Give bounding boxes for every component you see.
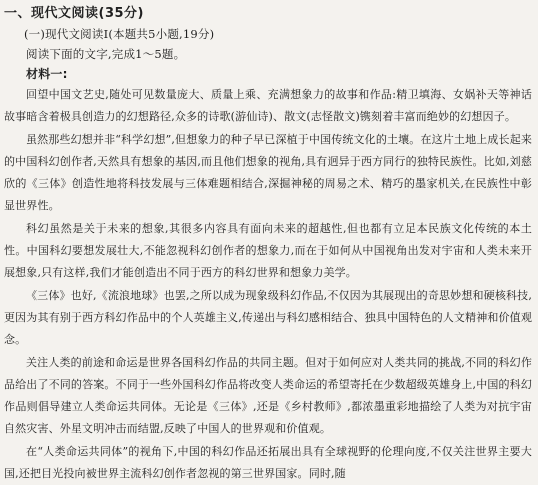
subsection-title: (一)现代文阅读Ⅰ(本题共5小题,19分) [24,27,215,41]
reading-passage [4,84,532,485]
passage-paragraph-2: 虽然那些幻想并非“科学幻想”,但想象力的种子早已深植于中国传统文化的土壤。在这片土地上成长起来的中国科幻创作者,天然具有想象的基因,而且他们想象的视角,具有迥异于西方同行的独特民族性。比如,刘慈欣的《三体》创造性地将科技发展与三体难题相结合,深掘神秘的周易之术、精巧的墨家机关,在民族性中彰显世界性。 [4,132,532,213]
material-label: 材料一: [26,67,68,81]
passage-paragraph-5: 关注人类的前途和命运是世界各国科幻作品的共同主题。但对于如何应对人类共同的挑战,不同的科幻作品给出了不同的答案。不同于一些外国科幻作品将改变人类命运的希望寄托在少数超级英雄身上,中国的科幻作品则倡导建立人类命运共同体。无论是《三体》,还是《乡村教师》,都浓墨重彩地描绘了人类为对抗宇宙自然灾害、外星文明冲击而结盟,反映了中国人的世界观和价值观。 [4,355,532,436]
section-title: 一、现代文阅读(35分) [4,6,144,21]
passage-paragraph-4: 《三体》也好,《流浪地球》也罢,之所以成为现象级科幻作品,不仅因为其展现出的奇思妙想和硬核科技,更因为其有别于西方科幻作品中的个人英雄主义,传递出与科幻感相结合、独具中国特色的人文精神和价值观念。 [4,288,532,347]
passage-paragraph-1: 回望中国文艺史,随处可见数量庞大、质量上乘、充满想象力的故事和作品:精卫填海、女娲补天等神话故事暗含着极具创造力的幻想路径,众多的诗歌(游仙诗)、散文(志怪散文)镌刻着丰富而绝妙的幻想因子。 [4,88,532,124]
passage-paragraph-3: 科幻虽然是关于未来的想象,其很多内容具有面向未来的超越性,但也都有立足本民族文化传统的本土性。中国科幻要想发展壮大,不能忽视科幻创作者的想象力,而在于如何从中国视角出发对宇宙和人类未来开展想象,只有这样,我们才能创造出不同于西方的科幻世界和想象力美学。 [4,221,532,280]
passage-paragraph-6: 在“人类命运共同体”的视角下,中国的科幻作品还拓展出具有全球视野的伦理向度,不仅关注世界主要大国,还把目光投向被世界主流科幻创作者忽视的第三世界国家。同时,随 [4,444,532,481]
reading-instruction: 阅读下面的文字,完成1～5题。 [26,47,186,61]
